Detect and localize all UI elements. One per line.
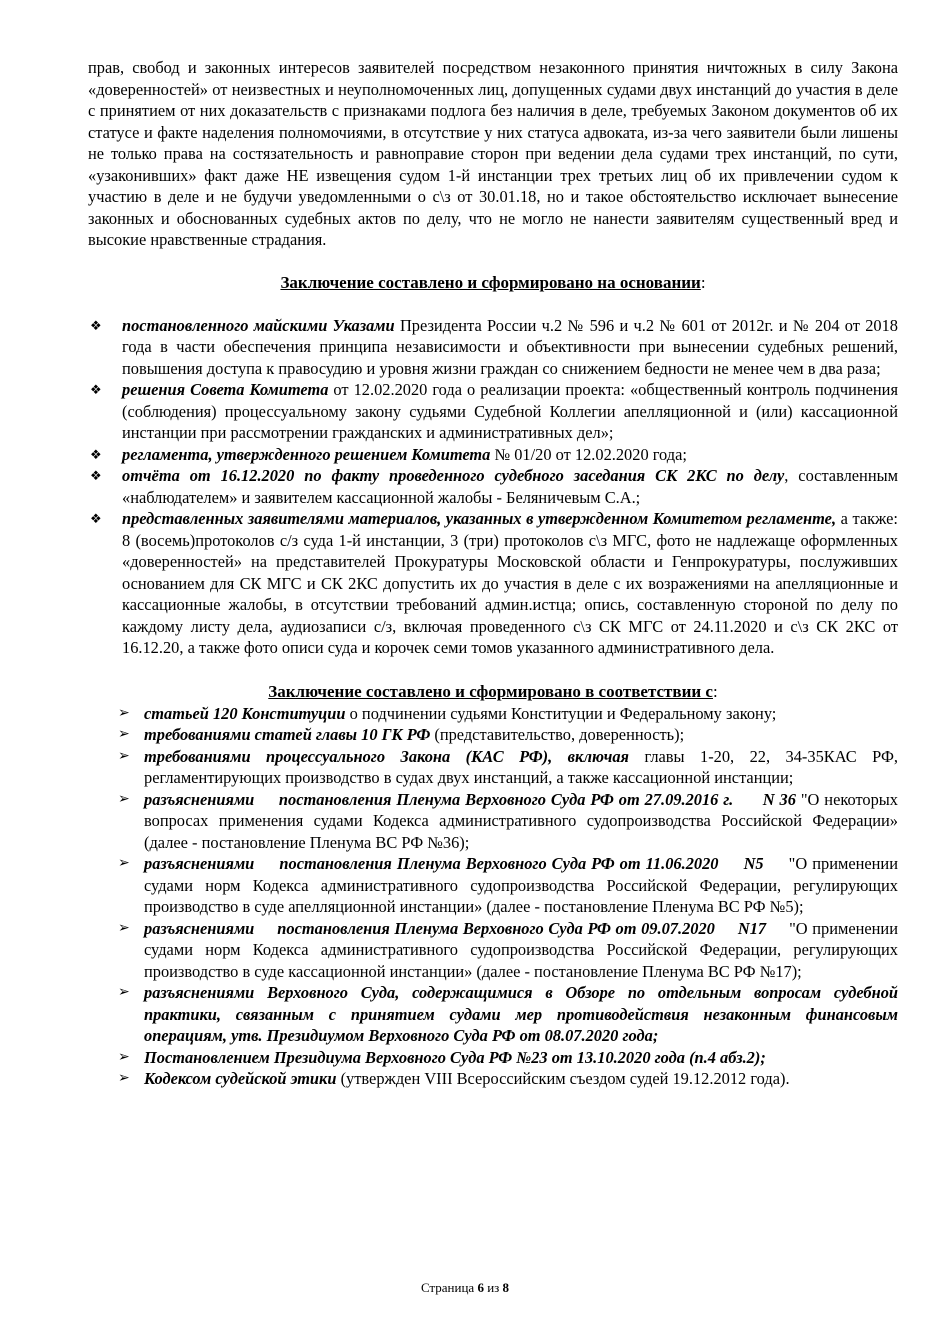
list-item <box>88 789 898 854</box>
arrow-bullet-icon: ➢ <box>118 705 130 721</box>
item-emphasis: Кодексом судейской этики <box>144 1069 337 1088</box>
item-emphasis: разъяснениями постановления Пленума Верховного Суда РФ от 09.07.2020 N17 <box>144 918 767 938</box>
arrow-bullet-icon: ➢ <box>118 1071 130 1086</box>
item-emphasis: статьей 120 Конституции <box>144 703 346 723</box>
arrow-bullet-icon: ➢ <box>118 727 130 742</box>
section-heading-basis-text: Заключение составлено и сформировано на основании <box>280 272 701 292</box>
item-text: , составленным «наблюдателем» и заявителем кассационной жалобы - Беляничевым С.А.; <box>122 466 898 507</box>
item-emphasis: представленных заявителями материалов, указанных в утвержденном Комитетом регламенте, <box>122 509 837 528</box>
list-item <box>88 465 898 508</box>
diamond-bullet-icon: ❖ <box>90 317 102 333</box>
arrow-bullet-icon: ➢ <box>118 985 130 1000</box>
list-item <box>88 724 898 746</box>
section-heading-accordance-colon: : <box>712 681 718 701</box>
item-text: (представительство, доверенность); <box>430 725 685 744</box>
list-item <box>88 982 898 1047</box>
diamond-bullet-icon: ❖ <box>90 468 102 483</box>
arrow-bullet-icon: ➢ <box>118 791 130 807</box>
item-text: от 12.02.2020 года о реализации проекта: «общественный контроль подчинения (соблюдения) процессуальному закону судьями Судебной Коллегии апелляционной и (или) кассационной инстанции при рассмотрении гражданских и административных дел»; <box>122 380 898 442</box>
footer-separator: из <box>487 1280 500 1295</box>
item-text: "О применении судами норм Кодекса административного судопроизводства Российской Федерации, регулирующих производство в суде кассационной инстанции» (далее - постановление Пленума ВС РФ №17); <box>144 918 903 981</box>
item-emphasis: решения Совета Комитета <box>122 380 329 399</box>
footer-current-page: 6 <box>477 1280 484 1295</box>
list-item <box>88 918 903 983</box>
item-text: (утвержден VIII Всероссийским съездом судей 19.12.2012 года). <box>336 1069 790 1088</box>
section-heading-accordance-text: Заключение составлено и сформировано в соответствии с <box>268 681 713 701</box>
item-emphasis: отчёта от 16.12.2020 по факту проведенного судебного заседания СК 2КС по делу <box>122 466 785 485</box>
section-heading-basis <box>88 272 898 294</box>
item-text: главы 1-20, 22, 34-35КАС РФ, регламентирующих производство в судах двух инстанций, а также кассационной инстанции; <box>144 746 898 787</box>
item-text: Президента России ч.2 № 596 и ч.2 № 601 от 2012г. и № 204 от 2018 года в части обеспечения принципа независимости и объективности при вынесении судебных решений, повышения доступа к правосудию и уровня жизни граждан со снижением бедности не менее чем в два раза; <box>122 315 898 378</box>
item-emphasis: разъяснениями постановления Пленума Верховного Суда РФ от 11.06.2020 N5 <box>144 854 764 873</box>
section-heading-accordance <box>88 681 898 703</box>
item-text: о подчинении судьями Конституции и Федеральному закону; <box>345 703 777 723</box>
list-item <box>88 703 898 725</box>
arrow-bullet-icon: ➢ <box>118 856 130 871</box>
list-item <box>88 853 903 918</box>
list-item <box>88 508 898 659</box>
item-text: № 01/20 от 12.02.2020 года; <box>490 444 687 464</box>
intro-paragraph: прав, свобод и законных интересов заявителей посредством незаконного принятия ничтожных в силу Закона «доверенностей» от неизвестных и неуполномоченных лиц, допущенных судами двух инстанций до участия в деле с принятием от них доказательств с признаками подлога без наличия в деле, требуемых Законом документов об их статусе и факте наделения полномочиями, в отсутствие у них статуса адвоката, из-за чего заявители были лишены не только права на состязательность и равноправие сторон при ведении дела судами трех инстанций, по сути, «узаконивших» факт даже НЕ извещения судом 1-й инстанции трех третьих лиц об их привлечении судом к участию в деле и не будучи уведомленными о с\з от 30.01.18, но и такое обстоятельство исключает вынесение законных и обоснованных судебных актов по делу, что не могло не нанести заявителям существенный вред и высокие нравственные страдания. <box>88 58 898 249</box>
list-item <box>88 444 898 466</box>
list-item <box>88 1068 898 1090</box>
diamond-bullet-icon: ❖ <box>90 511 102 526</box>
section-heading-basis-colon: : <box>700 272 706 292</box>
basis-list <box>88 315 898 659</box>
item-emphasis: требованиями процессуального Закона (КАС РФ), включая <box>144 746 630 766</box>
item-emphasis: требованиями статей главы 10 ГК РФ <box>144 725 431 744</box>
arrow-bullet-icon: ➢ <box>118 1049 130 1065</box>
accordance-list <box>88 703 903 1090</box>
item-text: "О применении судами норм Кодекса административного судопроизводства Российской Федерации, регулирующих производство в суде апелляционной инстанции» (далее - постановление Пленума ВС РФ №5); <box>144 854 903 916</box>
item-emphasis: Постановлением Президиума Верховного Суда РФ №23 от 13.10.2020 года (п.4 абз.2); <box>144 1047 766 1067</box>
item-emphasis: регламента, утвержденного решением Комитета <box>122 444 491 464</box>
list-item <box>88 746 898 789</box>
list-item <box>88 1047 898 1069</box>
diamond-bullet-icon: ❖ <box>90 446 102 462</box>
list-item <box>88 379 898 444</box>
page-footer <box>0 1280 930 1296</box>
item-text: а также: 8 (восемь)протоколов с/з суда 1-й инстанции, 3 (три) протоколов с\з МГС, фото не надлежаще оформленных «доверенностей» на представителей Прокуратуры Московской области и Генпрокуратуры, послуживших основанием для СК МГС и СК 2КС допустить их до участия в деле с их возражениями на апелляционные и кассационные жалобы, в отсутствии требований админ.истца; опись, составленную стороной по делу по каждому листу дела, аудиозаписи с/з, включая проведенного с\з СК МГС от 24.11.2020 и с\з СК 2КС от 16.12.20, а также фото описи суда и корочек семи томов указанного административного дела. <box>122 509 898 657</box>
list-item <box>88 315 898 380</box>
footer-page-label: Страница <box>420 1280 475 1295</box>
item-emphasis: разъяснениями постановления Пленума Верховного Суда РФ от 27.09.2016 г. N 36 <box>144 789 796 809</box>
item-emphasis: постановленного майскими Указами <box>122 315 395 335</box>
item-text: "О некоторых вопросах применения судами Кодекса административного судопроизводства Российской Федерации» (далее - постановление Пленума ВС РФ №36); <box>144 789 898 852</box>
diamond-bullet-icon: ❖ <box>90 382 102 397</box>
arrow-bullet-icon: ➢ <box>118 748 130 764</box>
footer-total-pages: 8 <box>502 1280 510 1295</box>
document-page <box>88 57 903 1090</box>
arrow-bullet-icon: ➢ <box>118 920 130 936</box>
item-emphasis: разъяснениями Верховного Суда, содержащимися в Обзоре по отдельным вопросам судебной практики, связанным с принятием судами мер противодействия незаконным финансовым операциям, утв. Президиумом Верховного Суда РФ от 08.07.2020 года; <box>144 983 898 1045</box>
